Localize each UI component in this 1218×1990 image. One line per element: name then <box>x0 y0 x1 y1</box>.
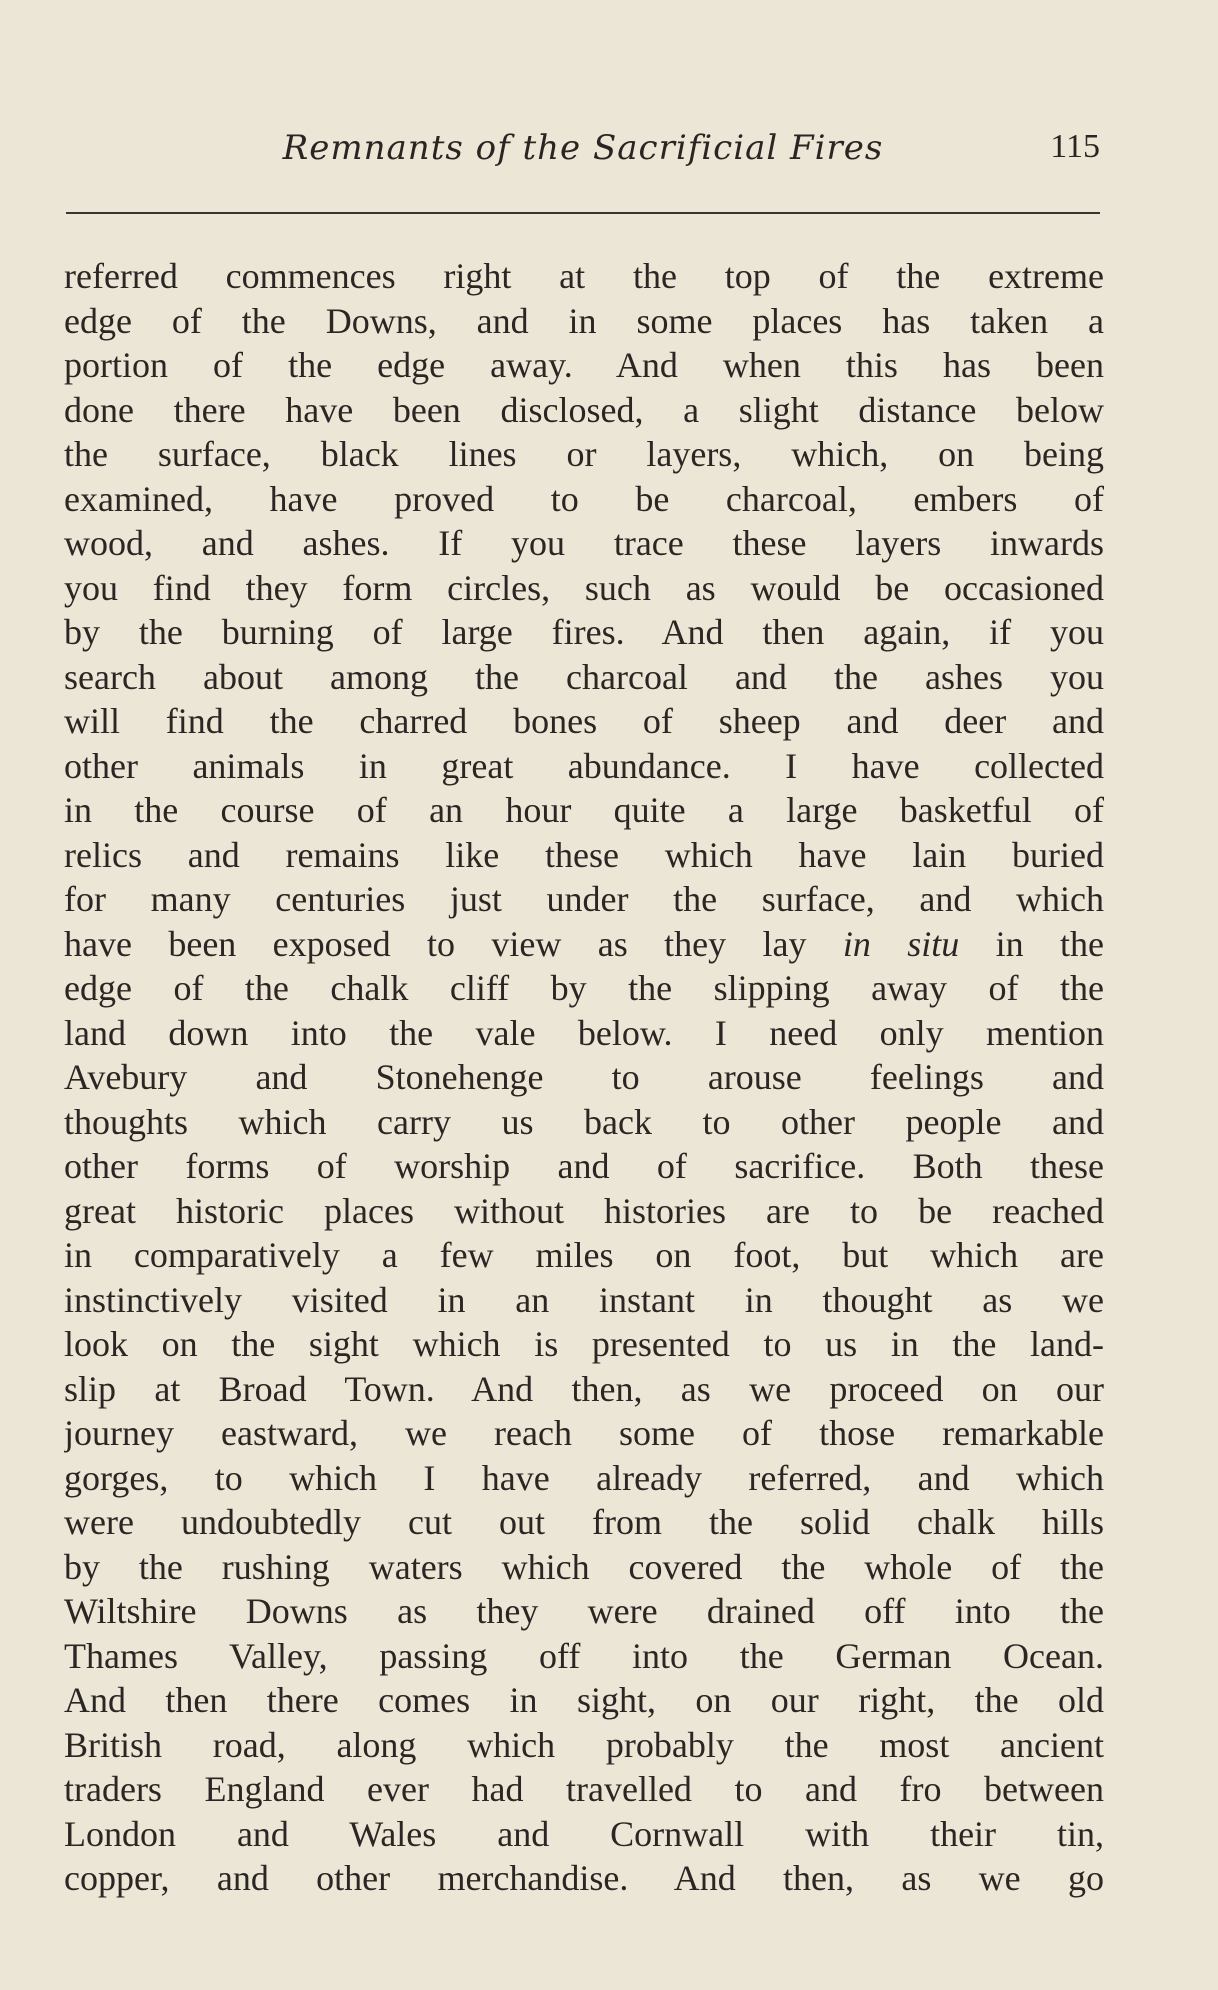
text-line: done there have been disclosed, a slight distance below <box>64 389 1104 430</box>
text-line: Wiltshire Downs as they were drained off into the <box>64 1591 1104 1631</box>
text-line: will find the charred bones of sheep and deer and <box>64 701 1104 741</box>
italic-phrase: in situ <box>842 923 960 964</box>
text-line: Thames Valley, passing off into the German Ocean. <box>64 1635 1104 1676</box>
text-line: relics and remains like these which have lain buried <box>64 834 1104 875</box>
text-line: by the rushing waters which covered the whole of the <box>64 1546 1104 1587</box>
text-line: British road, along which probably the most ancient <box>64 1724 1104 1765</box>
text-segment: in the <box>959 923 1104 964</box>
text-line: in comparatively a few miles on foot, but which are <box>64 1235 1104 1275</box>
text-line: the surface, black lines or layers, which, on being <box>64 434 1104 474</box>
text-line: instinctively visited in an instant in thought as we <box>64 1279 1104 1320</box>
text-line: traders England ever had travelled to and fro between <box>64 1769 1104 1809</box>
text-line: for many centuries just under the surface, and which <box>64 879 1104 919</box>
text-line: look on the sight which is presented to us in the land- <box>64 1324 1104 1364</box>
text-line: in the course of an hour quite a large basketful of <box>64 790 1104 830</box>
text-line: slip at Broad Town. And then, as we proceed on our <box>64 1368 1104 1409</box>
text-line-with-italic <box>64 922 1104 967</box>
text-line: edge of the Downs, and in some places has taken a <box>64 300 1104 341</box>
text-line: portion of the edge away. And when this has been <box>64 345 1104 385</box>
text-line: you find they form circles, such as would be occasioned <box>64 567 1104 608</box>
running-title: Remnants of the Sacrificial Fires <box>282 128 884 168</box>
text-line: referred commences right at the top of the extreme <box>64 256 1104 296</box>
text-line: journey eastward, we reach some of those remarkable <box>64 1413 1104 1453</box>
running-head <box>66 128 1100 188</box>
text-line: examined, have proved to be charcoal, embers of <box>64 478 1104 519</box>
header-rule <box>66 212 1100 214</box>
body-text <box>64 254 1104 1901</box>
text-line: edge of the chalk cliff by the slipping away of the <box>64 968 1104 1008</box>
text-line: gorges, to which I have already referred, and which <box>64 1457 1104 1498</box>
text-line: were undoubtedly cut out from the solid chalk hills <box>64 1502 1104 1542</box>
page-number: 115 <box>1050 128 1100 165</box>
text-line: Avebury and Stonehenge to arouse feelings and <box>64 1057 1104 1097</box>
text-line: And then there comes in sight, on our right, the old <box>64 1680 1104 1720</box>
text-line: great historic places without histories are to be reached <box>64 1190 1104 1231</box>
text-segment: have been exposed to view as they lay <box>64 923 843 964</box>
text-line: search about among the charcoal and the ashes you <box>64 656 1104 697</box>
text-line: other forms of worship and of sacrifice. Both these <box>64 1146 1104 1186</box>
text-line: copper, and other merchandise. And then, as we go <box>64 1858 1104 1898</box>
text-line: land down into the vale below. I need only mention <box>64 1012 1104 1053</box>
text-line: wood, and ashes. If you trace these layers inwards <box>64 523 1104 563</box>
text-line: thoughts which carry us back to other people and <box>64 1101 1104 1142</box>
text-line: London and Wales and Cornwall with their tin, <box>64 1813 1104 1854</box>
text-line: by the burning of large fires. And then again, if you <box>64 612 1104 652</box>
text-line: other animals in great abundance. I have collected <box>64 745 1104 786</box>
